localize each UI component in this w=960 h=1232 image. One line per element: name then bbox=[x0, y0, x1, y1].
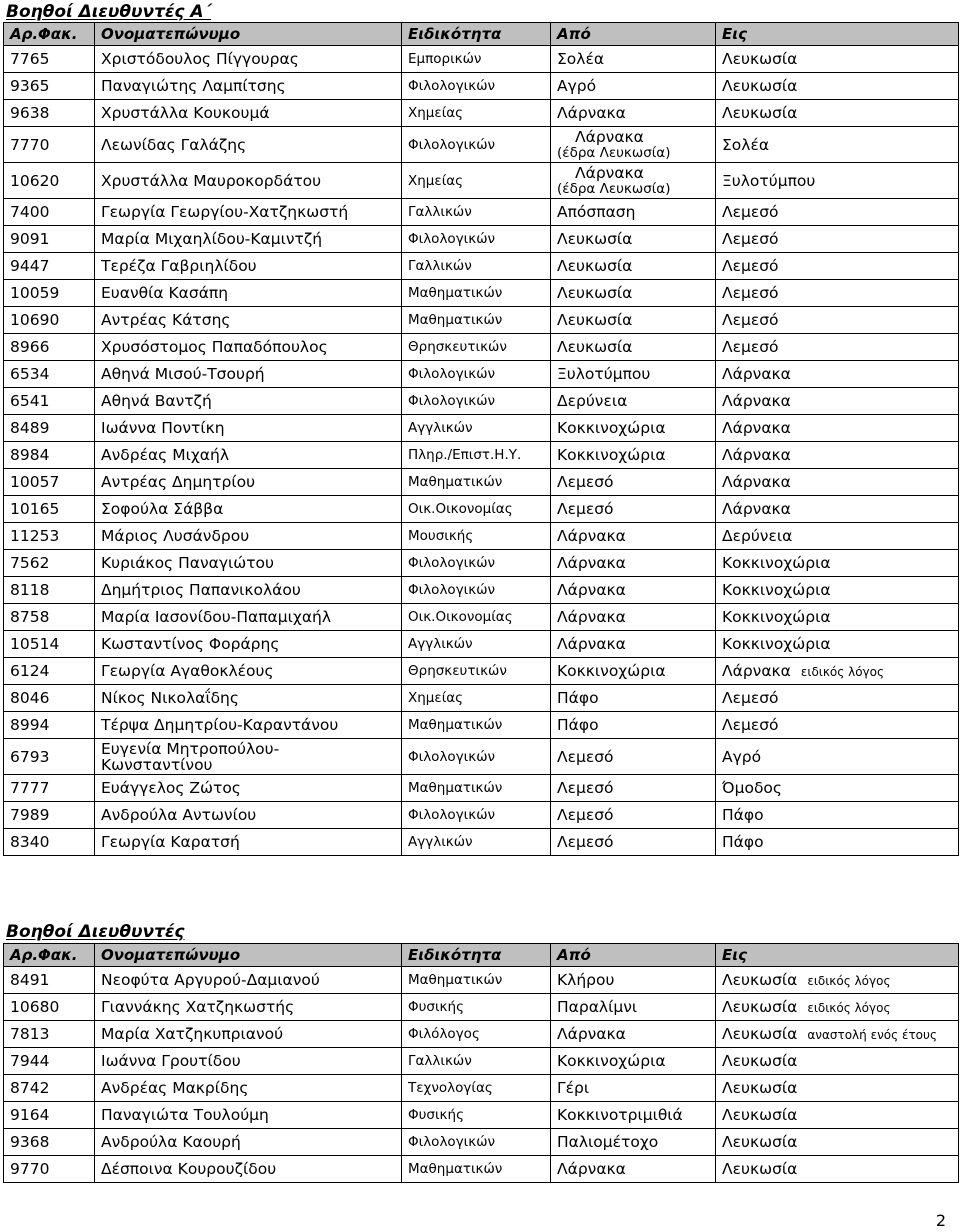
cell-to bbox=[716, 604, 959, 631]
cell-name bbox=[95, 739, 402, 775]
remark-note: αναστολή ενός έτους bbox=[807, 1028, 938, 1042]
table-row bbox=[4, 46, 959, 73]
header-specialty: Ειδικότητα bbox=[402, 23, 551, 46]
cell-to bbox=[716, 415, 959, 442]
name-line-2: Κωνσταντίνου bbox=[101, 755, 213, 774]
cell-specialty: Μαθηματικών bbox=[402, 280, 551, 307]
cell-to bbox=[716, 829, 959, 856]
cell-name: Αντρέας Δημητρίου bbox=[95, 469, 402, 496]
to-value: Λευκωσία bbox=[722, 998, 798, 1016]
to-value: Λεμεσό bbox=[722, 338, 779, 356]
cell-file: 8046 bbox=[4, 685, 95, 712]
cell-to bbox=[716, 775, 959, 802]
to-value: Λάρνακα bbox=[722, 392, 791, 410]
table-row bbox=[4, 712, 959, 739]
table-row bbox=[4, 829, 959, 856]
cell-from: Παλιομέτοχο bbox=[551, 1129, 716, 1156]
cell-from: Κοκκινοχώρια bbox=[551, 1048, 716, 1075]
to-value: Λευκωσία bbox=[722, 1079, 798, 1097]
to-value: Λευκωσία bbox=[722, 77, 798, 95]
cell-file: 7944 bbox=[4, 1048, 95, 1075]
cell-name: Ιωάννα Ποντίκη bbox=[95, 415, 402, 442]
header-from: Από bbox=[551, 23, 716, 46]
to-value: Όμοδος bbox=[722, 779, 783, 797]
to-value: Λευκωσία bbox=[722, 1025, 798, 1043]
table-row bbox=[4, 994, 959, 1021]
cell-specialty: Μαθηματικών bbox=[402, 712, 551, 739]
cell-file: 6124 bbox=[4, 658, 95, 685]
cell-specialty: Γαλλικών bbox=[402, 1048, 551, 1075]
cell-to bbox=[716, 46, 959, 73]
cell-from: Δερύνεια bbox=[551, 388, 716, 415]
table-row bbox=[4, 469, 959, 496]
cell-name: Ευάγγελος Ζώτος bbox=[95, 775, 402, 802]
cell-file: 8742 bbox=[4, 1075, 95, 1102]
from-line-1: Λάρνακα bbox=[575, 127, 644, 146]
table-row bbox=[4, 1048, 959, 1075]
to-value: Λάρνακα bbox=[722, 473, 791, 491]
to-value: Λευκωσία bbox=[722, 104, 798, 122]
header-to: Εις bbox=[716, 23, 959, 46]
cell-specialty: Μαθηματικών bbox=[402, 775, 551, 802]
to-value: Δερύνεια bbox=[722, 527, 793, 545]
cell-file: 10514 bbox=[4, 631, 95, 658]
cell-name: Νεοφύτα Αργυρού-Δαμιανού bbox=[95, 967, 402, 994]
table-row bbox=[4, 739, 959, 775]
cell-specialty: Αγγλικών bbox=[402, 415, 551, 442]
cell-file: 6541 bbox=[4, 388, 95, 415]
cell-from: Λευκωσία bbox=[551, 334, 716, 361]
header-file: Αρ.Φακ. bbox=[4, 23, 95, 46]
cell-name: Ιωάννα Γρουτίδου bbox=[95, 1048, 402, 1075]
cell-file: 7770 bbox=[4, 127, 95, 163]
cell-name: Αθηνά Βαντζή bbox=[95, 388, 402, 415]
header-file: Αρ.Φακ. bbox=[4, 944, 95, 967]
section-title-1: Βοηθοί Διευθυντές Α΄ bbox=[6, 2, 212, 22]
cell-from: Κλήρου bbox=[551, 967, 716, 994]
cell-from: Λάρνακα bbox=[551, 577, 716, 604]
cell-specialty: Φυσικής bbox=[402, 994, 551, 1021]
cell-file: 7813 bbox=[4, 1021, 95, 1048]
cell-specialty: Χημείας bbox=[402, 685, 551, 712]
cell-file: 8994 bbox=[4, 712, 95, 739]
cell-specialty: Χημείας bbox=[402, 163, 551, 199]
cell-specialty: Φιλολογικών bbox=[402, 361, 551, 388]
cell-to bbox=[716, 1129, 959, 1156]
table-row bbox=[4, 226, 959, 253]
cell-name: Νίκος Νικολαΐδης bbox=[95, 685, 402, 712]
cell-specialty: Θρησκευτικών bbox=[402, 334, 551, 361]
table-row bbox=[4, 496, 959, 523]
cell-to bbox=[716, 127, 959, 163]
table-row bbox=[4, 100, 959, 127]
cell-name: Δέσποινα Κουρουζίδου bbox=[95, 1156, 402, 1183]
table-row bbox=[4, 604, 959, 631]
cell-to bbox=[716, 163, 959, 199]
cell-to bbox=[716, 994, 959, 1021]
cell-file: 6534 bbox=[4, 361, 95, 388]
cell-to bbox=[716, 253, 959, 280]
cell-name: Μαρία Μιχαηλίδου-Καμιντζή bbox=[95, 226, 402, 253]
section-title-2: Βοηθοί Διευθυντές bbox=[6, 922, 185, 942]
cell-specialty: Φιλολογικών bbox=[402, 739, 551, 775]
cell-name: Χριστόδουλος Πίγγουρας bbox=[95, 46, 402, 73]
cell-from: Πάφο bbox=[551, 712, 716, 739]
cell-name: Τερέζα Γαβριηλίδου bbox=[95, 253, 402, 280]
cell-file: 9164 bbox=[4, 1102, 95, 1129]
cell-to bbox=[716, 523, 959, 550]
cell-to bbox=[716, 1048, 959, 1075]
cell-to bbox=[716, 550, 959, 577]
cell-specialty: Φιλολογικών bbox=[402, 1129, 551, 1156]
cell-to bbox=[716, 631, 959, 658]
cell-to bbox=[716, 73, 959, 100]
table-row bbox=[4, 802, 959, 829]
table-row bbox=[4, 253, 959, 280]
to-value: Λευκωσία bbox=[722, 1106, 798, 1124]
table-row bbox=[4, 73, 959, 100]
cell-name: Αντρέας Κάτσης bbox=[95, 307, 402, 334]
cell-from: Απόσπαση bbox=[551, 199, 716, 226]
cell-name: Τέρψα Δημητρίου-Καραντάνου bbox=[95, 712, 402, 739]
cell-name: Γεωργία Γεωργίου-Χατζηκωστή bbox=[95, 199, 402, 226]
cell-name: Ευανθία Κασάπη bbox=[95, 280, 402, 307]
to-value: Λεμεσό bbox=[722, 311, 779, 329]
to-value: Σολέα bbox=[722, 135, 770, 154]
to-value: Λεμεσό bbox=[722, 230, 779, 248]
table-row bbox=[4, 199, 959, 226]
cell-file: 8491 bbox=[4, 967, 95, 994]
to-value: Λεμεσό bbox=[722, 257, 779, 275]
cell-from: Ξυλοτύμπου bbox=[551, 361, 716, 388]
name-line-1: Ευγενία Μητροπούλου- bbox=[101, 739, 280, 758]
to-value: Κοκκινοχώρια bbox=[722, 581, 831, 599]
cell-file: 6793 bbox=[4, 739, 95, 775]
cell-name: Παναγιώτης Λαμπίτσης bbox=[95, 73, 402, 100]
cell-file: 9368 bbox=[4, 1129, 95, 1156]
cell-specialty: Πληρ./Επιστ.Η.Υ. bbox=[402, 442, 551, 469]
table-row bbox=[4, 1129, 959, 1156]
table-row bbox=[4, 163, 959, 199]
cell-to bbox=[716, 226, 959, 253]
cell-specialty: Γαλλικών bbox=[402, 253, 551, 280]
cell-from: Πάφο bbox=[551, 685, 716, 712]
cell-file: 7989 bbox=[4, 802, 95, 829]
to-value: Λάρνακα bbox=[722, 365, 791, 383]
table-assistant-directors-a bbox=[3, 22, 959, 856]
cell-name: Ανδρέας Μακρίδης bbox=[95, 1075, 402, 1102]
to-value: Λεμεσό bbox=[722, 689, 779, 707]
cell-name: Δημήτριος Παπανικολάου bbox=[95, 577, 402, 604]
cell-specialty: Μαθηματικών bbox=[402, 1156, 551, 1183]
cell-to bbox=[716, 1075, 959, 1102]
cell-specialty: Οικ.Οικονομίας bbox=[402, 496, 551, 523]
cell-name: Μάριος Λυσάνδρου bbox=[95, 523, 402, 550]
table-row bbox=[4, 685, 959, 712]
cell-from: Λάρνακα bbox=[551, 550, 716, 577]
cell-file: 9365 bbox=[4, 73, 95, 100]
cell-specialty: Εμπορικών bbox=[402, 46, 551, 73]
cell-from bbox=[551, 163, 716, 199]
cell-from: Παραλίμνι bbox=[551, 994, 716, 1021]
cell-file: 10165 bbox=[4, 496, 95, 523]
cell-from: Κοκκινοχώρια bbox=[551, 415, 716, 442]
cell-specialty: Φιλολογικών bbox=[402, 577, 551, 604]
table-assistant-directors bbox=[3, 943, 959, 1183]
to-value: Λευκωσία bbox=[722, 971, 798, 989]
from-line-2: (έδρα Λευκωσία) bbox=[557, 144, 671, 161]
cell-to bbox=[716, 442, 959, 469]
cell-specialty: Φιλολογικών bbox=[402, 226, 551, 253]
cell-name: Ανδρούλα Καουρή bbox=[95, 1129, 402, 1156]
cell-name: Μαρία Χατζηκυπριανού bbox=[95, 1021, 402, 1048]
cell-name: Χρυστάλλα Μαυροκορδάτου bbox=[95, 163, 402, 199]
to-value: Λευκωσία bbox=[722, 1133, 798, 1151]
table-row bbox=[4, 388, 959, 415]
cell-from: Γέρι bbox=[551, 1075, 716, 1102]
table-row bbox=[4, 1075, 959, 1102]
cell-to bbox=[716, 739, 959, 775]
cell-to bbox=[716, 658, 959, 685]
table-row bbox=[4, 361, 959, 388]
to-value: Λευκωσία bbox=[722, 1160, 798, 1178]
to-value: Ξυλοτύμπου bbox=[722, 171, 816, 190]
header-from: Από bbox=[551, 944, 716, 967]
cell-name: Σοφούλα Σάββα bbox=[95, 496, 402, 523]
cell-specialty: Γαλλικών bbox=[402, 199, 551, 226]
table-row bbox=[4, 1102, 959, 1129]
cell-to bbox=[716, 802, 959, 829]
cell-specialty: Φυσικής bbox=[402, 1102, 551, 1129]
cell-name: Μαρία Ιασονίδου-Παπαμιχαήλ bbox=[95, 604, 402, 631]
cell-file: 8758 bbox=[4, 604, 95, 631]
to-value: Λευκωσία bbox=[722, 1052, 798, 1070]
cell-to bbox=[716, 685, 959, 712]
to-value: Κοκκινοχώρια bbox=[722, 554, 831, 572]
cell-from: Λάρνακα bbox=[551, 523, 716, 550]
table-row bbox=[4, 577, 959, 604]
cell-from: Λάρνακα bbox=[551, 100, 716, 127]
cell-file: 8340 bbox=[4, 829, 95, 856]
cell-name: Ανδρούλα Αντωνίου bbox=[95, 802, 402, 829]
cell-to bbox=[716, 361, 959, 388]
cell-from: Λευκωσία bbox=[551, 307, 716, 334]
to-value: Λάρνακα bbox=[722, 500, 791, 518]
cell-file: 9638 bbox=[4, 100, 95, 127]
table-header-row bbox=[4, 23, 959, 46]
table-row bbox=[4, 1021, 959, 1048]
cell-specialty: Φιλόλογος bbox=[402, 1021, 551, 1048]
table-row bbox=[4, 967, 959, 994]
cell-name: Παναγιώτα Τουλούμη bbox=[95, 1102, 402, 1129]
cell-file: 8489 bbox=[4, 415, 95, 442]
cell-from: Κοκκινοτριμιθιά bbox=[551, 1102, 716, 1129]
cell-file: 10059 bbox=[4, 280, 95, 307]
cell-from: Λεμεσό bbox=[551, 469, 716, 496]
cell-to bbox=[716, 577, 959, 604]
cell-from: Λευκωσία bbox=[551, 253, 716, 280]
to-value: Λευκωσία bbox=[722, 50, 798, 68]
cell-name: Χρυστάλλα Κουκουμά bbox=[95, 100, 402, 127]
cell-specialty: Μαθηματικών bbox=[402, 307, 551, 334]
cell-name: Γεωργία Αγαθοκλέους bbox=[95, 658, 402, 685]
header-to: Εις bbox=[716, 944, 959, 967]
to-value: Πάφο bbox=[722, 833, 764, 851]
cell-from: Κοκκινοχώρια bbox=[551, 442, 716, 469]
cell-specialty: Φιλολογικών bbox=[402, 73, 551, 100]
to-value: Λεμεσό bbox=[722, 203, 779, 221]
cell-from: Λεμεσό bbox=[551, 739, 716, 775]
cell-from: Λάρνακα bbox=[551, 1156, 716, 1183]
cell-specialty: Φιλολογικών bbox=[402, 127, 551, 163]
to-value: Αγρό bbox=[722, 747, 762, 766]
table-row bbox=[4, 334, 959, 361]
cell-file: 9447 bbox=[4, 253, 95, 280]
cell-name: Γιαννάκης Χατζηκωστής bbox=[95, 994, 402, 1021]
from-line-1: Λάρνακα bbox=[575, 163, 644, 182]
table-row bbox=[4, 127, 959, 163]
page-number: 2 bbox=[935, 1211, 946, 1230]
to-value: Λεμεσό bbox=[722, 284, 779, 302]
cell-specialty: Αγγλικών bbox=[402, 829, 551, 856]
cell-from bbox=[551, 127, 716, 163]
remark-note: ειδικός λόγος bbox=[807, 1001, 891, 1015]
cell-file: 8984 bbox=[4, 442, 95, 469]
table-row bbox=[4, 1156, 959, 1183]
cell-from: Λεμεσό bbox=[551, 775, 716, 802]
table-row bbox=[4, 280, 959, 307]
table-row bbox=[4, 523, 959, 550]
cell-to bbox=[716, 100, 959, 127]
cell-specialty: Μαθηματικών bbox=[402, 469, 551, 496]
cell-from: Σολέα bbox=[551, 46, 716, 73]
cell-from: Λάρνακα bbox=[551, 1021, 716, 1048]
cell-file: 10680 bbox=[4, 994, 95, 1021]
cell-to bbox=[716, 280, 959, 307]
header-specialty: Ειδικότητα bbox=[402, 944, 551, 967]
cell-from: Λεμεσό bbox=[551, 802, 716, 829]
cell-file: 7765 bbox=[4, 46, 95, 73]
cell-from: Λεμεσό bbox=[551, 496, 716, 523]
cell-name: Γεωργία Καρατσή bbox=[95, 829, 402, 856]
cell-specialty: Μουσικής bbox=[402, 523, 551, 550]
cell-file: 7562 bbox=[4, 550, 95, 577]
cell-to bbox=[716, 334, 959, 361]
table-row bbox=[4, 550, 959, 577]
cell-file: 7777 bbox=[4, 775, 95, 802]
cell-from: Λευκωσία bbox=[551, 226, 716, 253]
remark-note: ειδικός λόγος bbox=[800, 665, 885, 679]
cell-specialty: Θρησκευτικών bbox=[402, 658, 551, 685]
cell-file: 11253 bbox=[4, 523, 95, 550]
cell-file: 9091 bbox=[4, 226, 95, 253]
cell-from: Λάρνακα bbox=[551, 631, 716, 658]
cell-specialty: Φιλολογικών bbox=[402, 550, 551, 577]
to-value: Κοκκινοχώρια bbox=[722, 608, 831, 626]
to-value: Λάρνακα bbox=[722, 446, 791, 464]
cell-name: Λεωνίδας Γαλάζης bbox=[95, 127, 402, 163]
cell-to bbox=[716, 1021, 959, 1048]
cell-name: Αθηνά Μισού-Τσουρή bbox=[95, 361, 402, 388]
cell-file: 8118 bbox=[4, 577, 95, 604]
cell-to bbox=[716, 1156, 959, 1183]
cell-specialty: Χημείας bbox=[402, 100, 551, 127]
cell-specialty: Τεχνολογίας bbox=[402, 1075, 551, 1102]
table-row bbox=[4, 775, 959, 802]
cell-to bbox=[716, 496, 959, 523]
cell-file: 10620 bbox=[4, 163, 95, 199]
cell-file: 9770 bbox=[4, 1156, 95, 1183]
to-value: Λάρνακα bbox=[722, 662, 791, 680]
cell-from: Λευκωσία bbox=[551, 280, 716, 307]
cell-name: Χρυσόστομος Παπαδόπουλος bbox=[95, 334, 402, 361]
header-name: Ονοματεπώνυμο bbox=[95, 944, 402, 967]
header-name: Ονοματεπώνυμο bbox=[95, 23, 402, 46]
cell-from: Κοκκινοχώρια bbox=[551, 658, 716, 685]
from-line-2: (έδρα Λευκωσία) bbox=[557, 180, 671, 197]
cell-to bbox=[716, 199, 959, 226]
cell-to bbox=[716, 712, 959, 739]
cell-to bbox=[716, 307, 959, 334]
cell-file: 10690 bbox=[4, 307, 95, 334]
cell-specialty: Οικ.Οικονομίας bbox=[402, 604, 551, 631]
table-row bbox=[4, 415, 959, 442]
cell-specialty: Αγγλικών bbox=[402, 631, 551, 658]
to-value: Κοκκινοχώρια bbox=[722, 635, 831, 653]
to-value: Λεμεσό bbox=[722, 716, 779, 734]
cell-to bbox=[716, 388, 959, 415]
table-row bbox=[4, 631, 959, 658]
cell-name: Κωσταντίνος Φοράρης bbox=[95, 631, 402, 658]
cell-name: Ανδρέας Μιχαήλ bbox=[95, 442, 402, 469]
cell-specialty: Φιλολογικών bbox=[402, 802, 551, 829]
cell-from: Λάρνακα bbox=[551, 604, 716, 631]
cell-file: 7400 bbox=[4, 199, 95, 226]
cell-file: 10057 bbox=[4, 469, 95, 496]
remark-note: ειδικός λόγος bbox=[807, 974, 891, 988]
table-row bbox=[4, 658, 959, 685]
cell-from: Αγρό bbox=[551, 73, 716, 100]
table-row bbox=[4, 307, 959, 334]
table-header-row bbox=[4, 944, 959, 967]
cell-specialty: Φιλολογικών bbox=[402, 388, 551, 415]
cell-name: Κυριάκος Παναγιώτου bbox=[95, 550, 402, 577]
cell-to bbox=[716, 967, 959, 994]
cell-to bbox=[716, 469, 959, 496]
cell-to bbox=[716, 1102, 959, 1129]
table-row bbox=[4, 442, 959, 469]
to-value: Πάφο bbox=[722, 806, 764, 824]
cell-from: Λεμεσό bbox=[551, 829, 716, 856]
cell-specialty: Μαθηματικών bbox=[402, 967, 551, 994]
to-value: Λάρνακα bbox=[722, 419, 791, 437]
cell-file: 8966 bbox=[4, 334, 95, 361]
